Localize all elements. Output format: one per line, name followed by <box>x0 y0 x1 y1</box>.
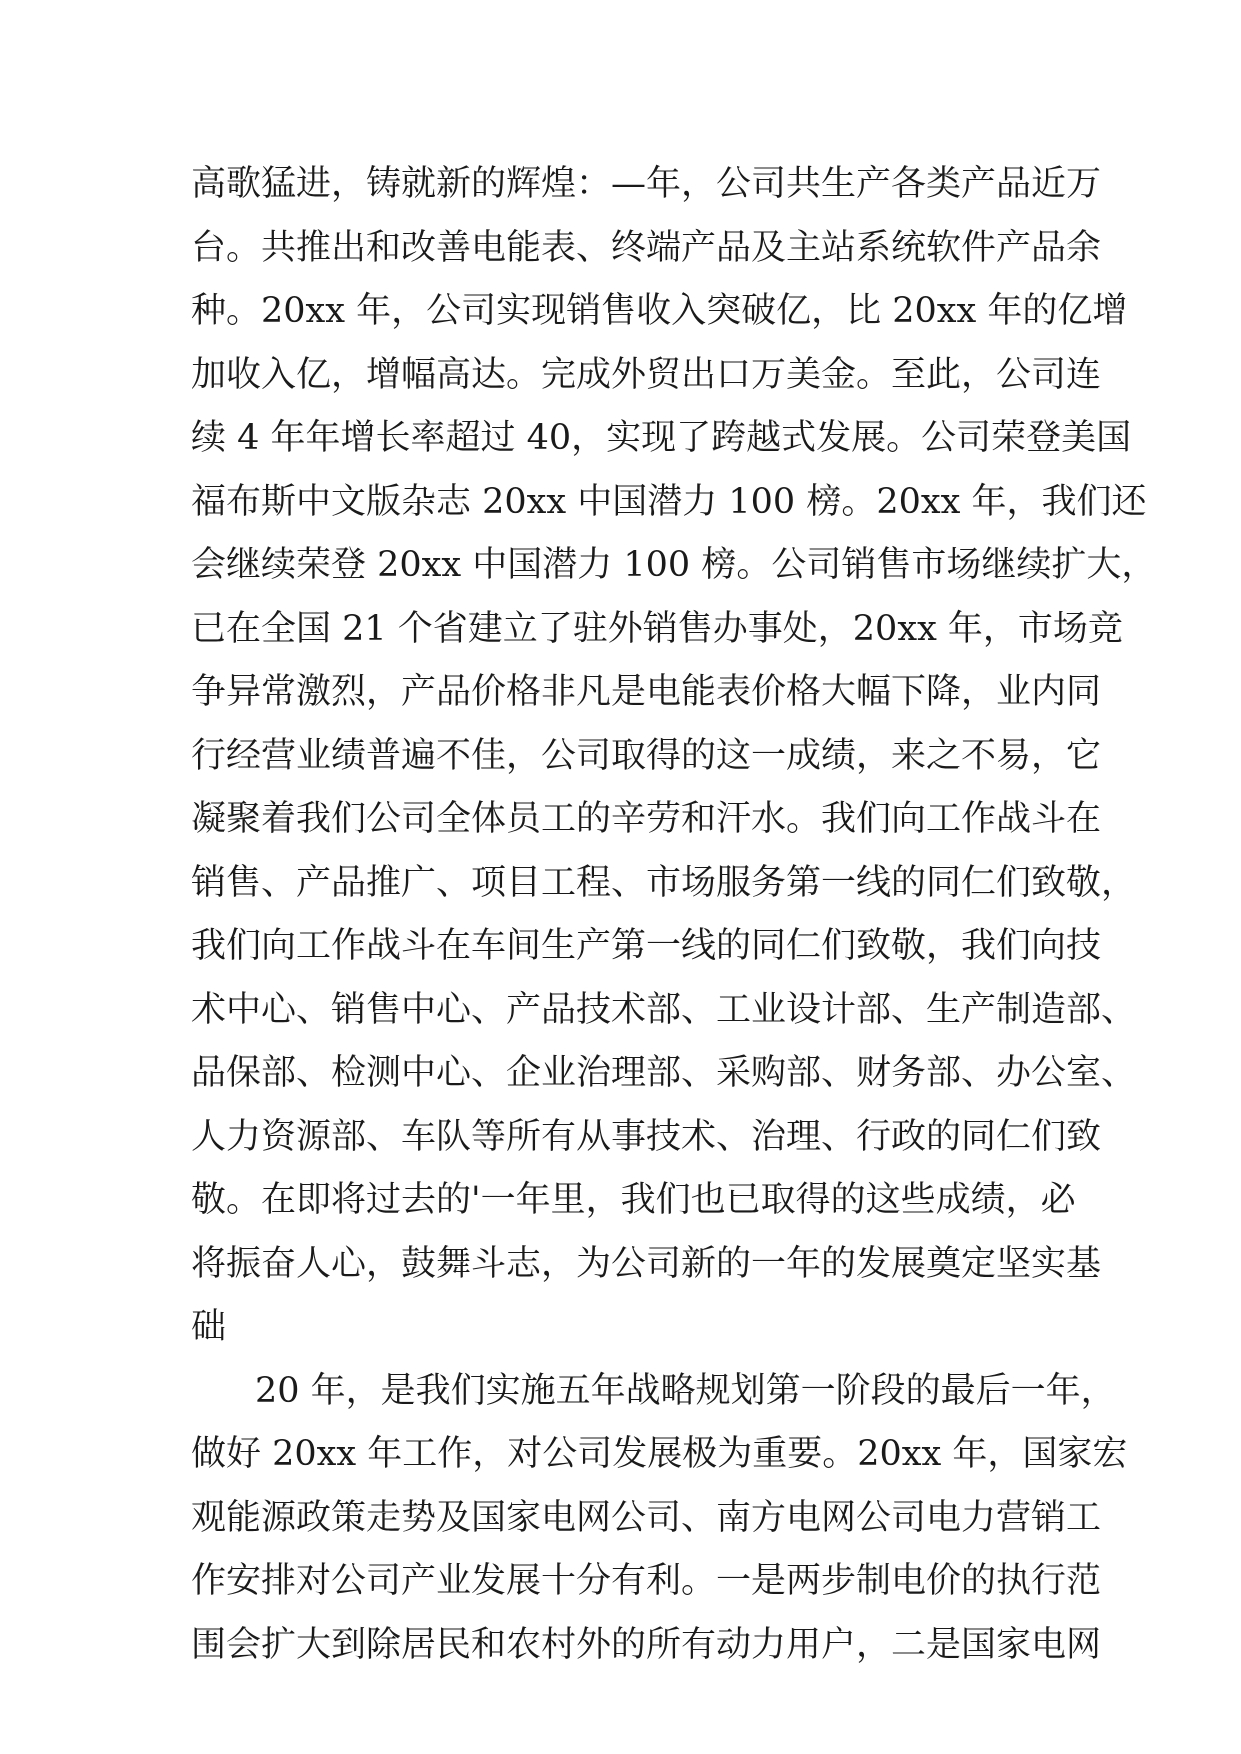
text-line: 围会扩大到除居民和农村外的所有动力用户，二是国家电网 <box>191 1624 1102 1665</box>
text-line: 台。共推出和改善电能表、终端产品及主站系统软件产品余 <box>191 227 1102 268</box>
text-line: 人力资源部、车队等所有从事技术、治理、行政的同仁们致 <box>191 1116 1102 1157</box>
text-line: 已在全国 21 个省建立了驻外销售办事处，20xx 年，市场竞 <box>191 608 1123 649</box>
text-line: 做好 20xx 年工作，对公司发展极为重要。20xx 年，国家宏 <box>191 1434 1128 1474</box>
text-line: 础 <box>191 1307 227 1347</box>
text-line: 作安排对公司产业发展十分有利。一是两步制电价的执行范 <box>191 1561 1102 1601</box>
text-line: 加收入亿，增幅高达。完成外贸出口万美金。至此，公司连 <box>191 354 1102 395</box>
text-line: 续 4 年年增长率超过 40，实现了跨越式发展。公司荣登美国 <box>191 418 1132 458</box>
text-line: 敬。在即将过去的'一年里，我们也已取得的这些成绩，必 <box>191 1180 1076 1220</box>
text-line: 凝聚着我们公司全体员工的辛劳和汗水。我们向工作战斗在 <box>191 799 1102 839</box>
text-line: 高歌猛进，铸就新的辉煌：—年，公司共生产各类产品近万 <box>191 164 1102 204</box>
text-line: 争异常激烈，产品价格非凡是电能表价格大幅下降，业内同 <box>191 672 1102 712</box>
text-line: 将振奋人心，鼓舞斗志，为公司新的一年的发展奠定坚实基 <box>191 1243 1102 1284</box>
text-line: 观能源政策走势及国家电网公司、南方电网公司电力营销工 <box>191 1497 1102 1538</box>
text-line: 福布斯中文版杂志 20xx 中国潜力 100 榜。20xx 年，我们还 <box>191 481 1147 522</box>
text-line: 我们向工作战斗在车间生产第一线的同仁们致敬，我们向技 <box>191 926 1102 966</box>
text-line: 销售、产品推广、项目工程、市场服务第一线的同仁们致敬， <box>191 862 1137 903</box>
text-line: 行经营业绩普遍不佳，公司取得的这一成绩，来之不易，它 <box>191 735 1102 776</box>
text-line: 会继续荣登 20xx 中国潜力 100 榜。公司销售市场继续扩大， <box>191 545 1157 585</box>
text-line: 术中心、销售中心、产品技术部、工业设计部、生产制造部、 <box>191 989 1137 1030</box>
text-line: 种。20xx 年，公司实现销售收入突破亿，比 20xx 年的亿增 <box>191 291 1128 331</box>
text-line: 20 年，是我们实施五年战略规划第一阶段的最后一年， <box>255 1370 1116 1411</box>
text-line: 品保部、检测中心、企业治理部、采购部、财务部、办公室、 <box>191 1053 1137 1093</box>
paragraph-2 <box>191 1360 1128 1678</box>
document-body <box>191 153 1157 1677</box>
paragraph-1 <box>191 153 1157 1360</box>
